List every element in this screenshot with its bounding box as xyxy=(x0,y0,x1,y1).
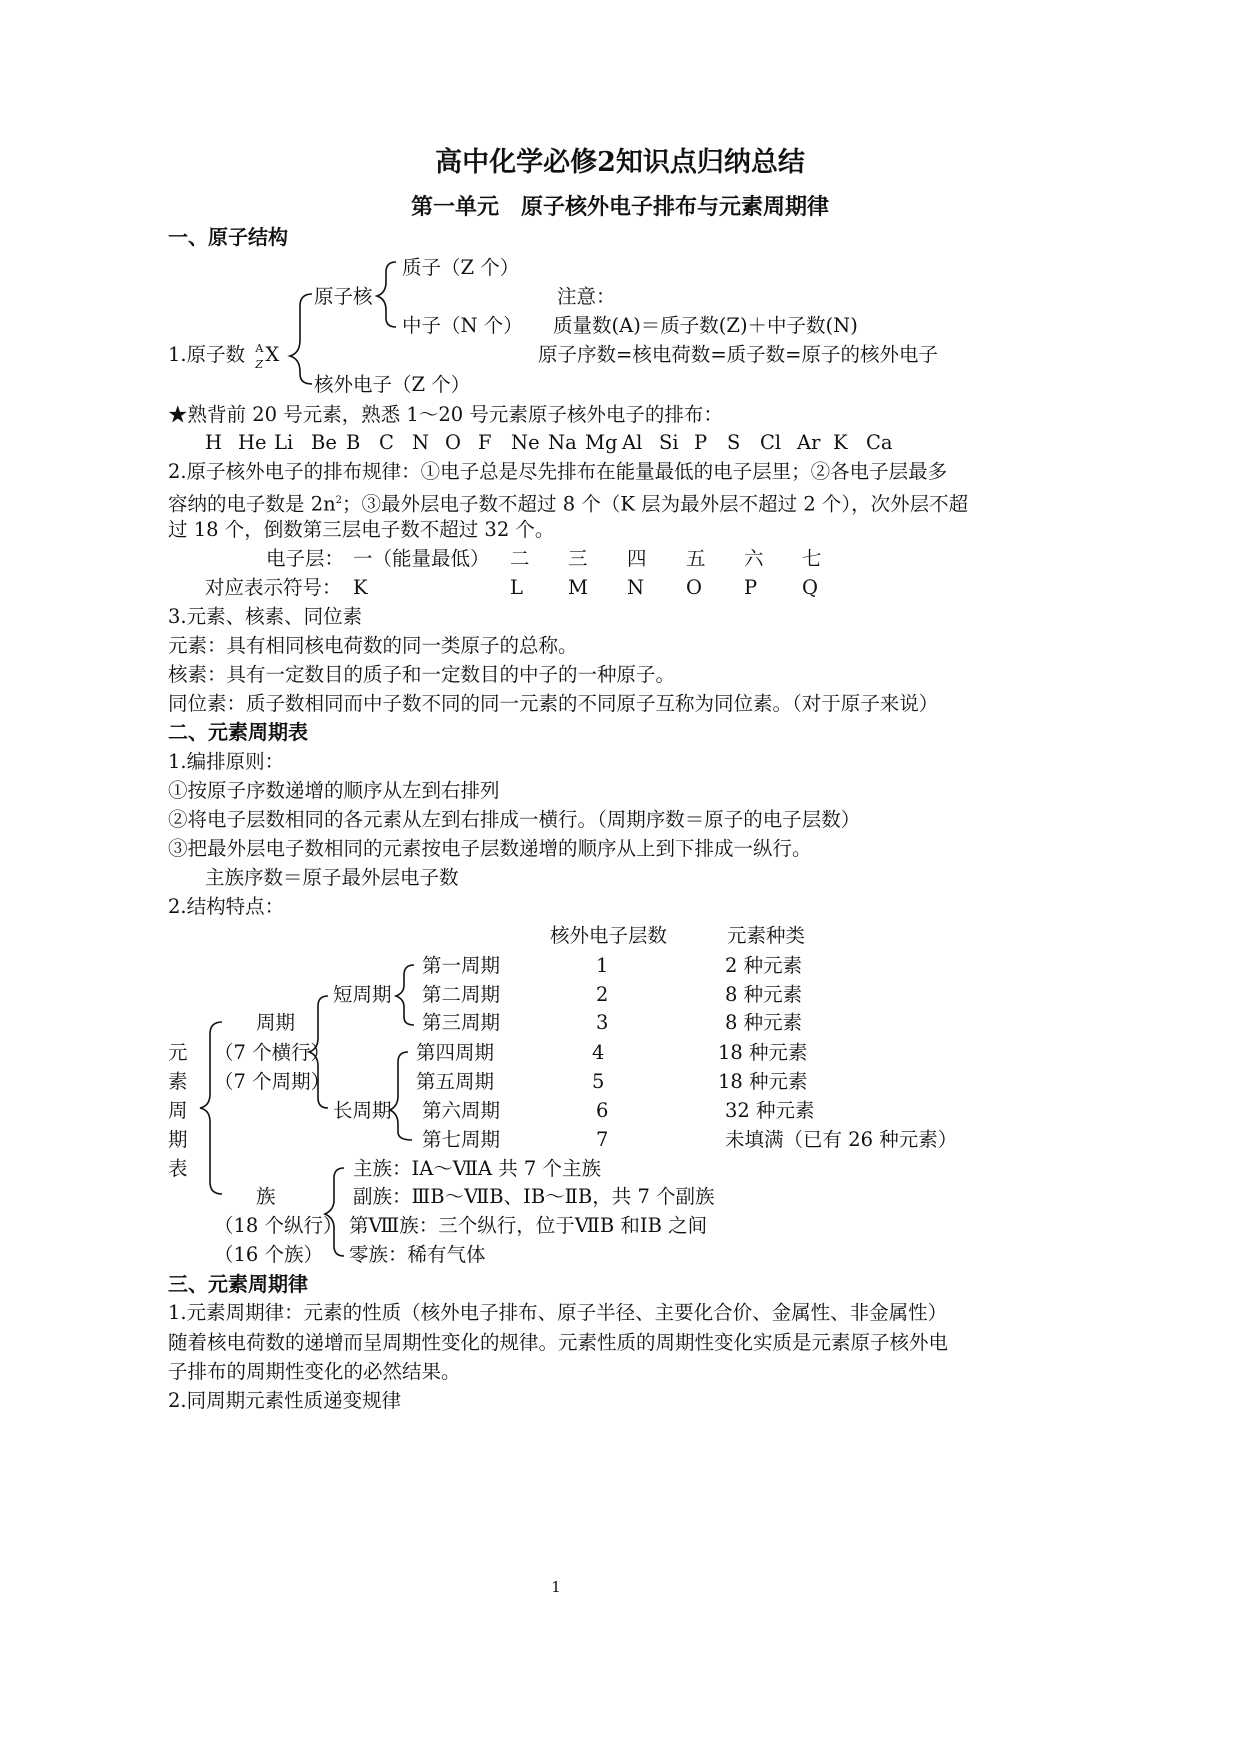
principle-4: 主族序数＝原子最外层电子数 xyxy=(205,866,459,889)
arrangement-rule-line2b: ；③最外层电子数不超过 8 个（K 层为最外层不超过 2 个），次外层不超 xyxy=(342,492,969,516)
column-header-shells: 核外电子层数 xyxy=(550,924,668,947)
shell-symbol-p: P xyxy=(744,576,758,599)
section-heading-atomic-structure: 一、原子结构 xyxy=(168,225,288,249)
period-1-name: 第一周期 xyxy=(422,954,501,977)
period-4-kinds: 18 种元素 xyxy=(718,1041,808,1064)
nuclide-element: X xyxy=(265,343,280,366)
superscript-two: 2 xyxy=(335,495,343,506)
brace-short-period xyxy=(396,965,414,1025)
electrons-label: 核外电子（Z 个） xyxy=(314,373,471,396)
item-arrangement-principles: 1.编排原则： xyxy=(168,750,285,773)
principle-3: ③把最外层电子数相同的元素按电子层数递增的顺序从上到下排成一纵行。 xyxy=(168,837,812,860)
period-3-shells: 3 xyxy=(596,1011,609,1034)
table-char-5: 表 xyxy=(168,1157,188,1180)
definition-nuclide: 核素：具有一定数目的质子和一定数目的中子的一种原子。 xyxy=(168,663,676,686)
note-label: 注意： xyxy=(557,285,616,308)
element-symbol: Ca xyxy=(866,431,893,454)
shell-symbol-m: M xyxy=(568,576,588,599)
period-3-kinds: 8 种元素 xyxy=(725,1011,803,1034)
shell-7: 七 xyxy=(802,547,822,570)
table-char-1: 元 xyxy=(168,1041,188,1064)
element-symbol: Al xyxy=(622,431,643,454)
section-heading-periodic-table: 二、元素周期表 xyxy=(168,720,308,744)
shell-symbol-o: O xyxy=(686,576,702,599)
element-symbol: Ar xyxy=(797,431,821,454)
period-1-shells: 1 xyxy=(596,954,609,977)
shell-4: 四 xyxy=(627,547,647,570)
arrangement-rule-line1: 2.原子核外电子的排布规律：①电子总是尽先排布在能量最低的电子层里；②各电子层最多 xyxy=(168,460,948,483)
shell-row-label: 电子层： xyxy=(266,547,345,570)
brace-nucleus xyxy=(377,262,396,327)
memorize-note: ★熟背前 20 号元素，熟悉 1～20 号元素原子核外电子的排布： xyxy=(168,403,723,426)
element-symbol: Mg xyxy=(585,431,618,454)
unit-title: 第一单元 原子核外电子排布与元素周期律 xyxy=(410,194,830,220)
long-period-label: 长周期 xyxy=(333,1099,392,1122)
atomic-number-formula: 原子序数=核电荷数=质子数=原子的核外电子 xyxy=(538,343,939,366)
shell-6: 六 xyxy=(744,547,764,570)
table-char-2: 素 xyxy=(168,1070,188,1093)
brace-period xyxy=(309,996,328,1108)
brace-atom xyxy=(290,294,312,384)
shell-3: 三 xyxy=(568,547,588,570)
element-symbol: He xyxy=(238,431,267,454)
element-symbol: F xyxy=(478,431,492,454)
brace-long-period xyxy=(390,1052,412,1140)
period-4-name: 第四周期 xyxy=(416,1041,495,1064)
period-4-shells: 4 xyxy=(592,1041,605,1064)
period-5-name: 第五周期 xyxy=(416,1070,495,1093)
document-title: 高中化学必修2知识点归纳总结 xyxy=(435,147,805,178)
periodic-law-line2: 随着核电荷数的递增而呈周期性变化的规律。元素性质的周期性变化实质是元素原子核外电 xyxy=(168,1331,949,1354)
column-header-kinds: 元素种类 xyxy=(727,924,806,947)
shell-symbol-n: N xyxy=(627,576,645,599)
definition-isotope: 同位素：质子数相同而中子数不同的同一元素的不同原子互称为同位素。（对于原子来说） xyxy=(168,692,939,715)
shell-symbol-l: L xyxy=(510,576,523,599)
same-period-trend: 2.同周期元素性质递变规律 xyxy=(168,1389,402,1412)
principle-2: ②将电子层数相同的各元素从左到右排成一横行。（周期序数＝原子的电子层数） xyxy=(168,808,861,831)
element-symbol: C xyxy=(379,431,394,454)
brace-group xyxy=(325,1168,344,1256)
mass-number-formula: 质量数(A)＝质子数(Z)＋中子数(N) xyxy=(553,314,858,337)
nucleus-label: 原子核 xyxy=(314,285,373,308)
table-char-4: 期 xyxy=(168,1128,188,1151)
item-atom-prefix: 1.原子数 xyxy=(168,343,246,366)
period-6-shells: 6 xyxy=(596,1099,609,1122)
element-symbol: Be xyxy=(311,431,337,454)
element-symbol: B xyxy=(346,431,361,454)
period-3-name: 第三周期 xyxy=(422,1011,501,1034)
element-symbol: P xyxy=(694,431,708,454)
element-symbol: S xyxy=(727,431,741,454)
period-rows: （7 个横行） xyxy=(214,1041,331,1064)
arrangement-rule-line3: 过 18 个，倒数第三层电子数不超过 32 个。 xyxy=(168,518,555,541)
group-main: 主族：ⅠA～ⅦA 共 7 个主族 xyxy=(353,1157,602,1180)
shell-2: 二 xyxy=(510,547,530,570)
group-sub: 副族：ⅢB～ⅦB、ⅠB～ⅡB，共 7 个副族 xyxy=(353,1185,715,1208)
neutron-label: 中子（N 个） xyxy=(402,314,523,337)
group-viii: 第Ⅷ族：三个纵行，位于ⅦB 和ⅠB 之间 xyxy=(349,1214,708,1237)
period-2-shells: 2 xyxy=(596,983,609,1006)
period-5-shells: 5 xyxy=(592,1070,605,1093)
section-heading-periodic-law: 三、元素周期律 xyxy=(168,1272,308,1296)
element-symbol: K xyxy=(833,431,848,454)
element-symbol: Li xyxy=(274,431,294,454)
period-6-kinds: 32 种元素 xyxy=(725,1099,815,1122)
period-6-name: 第六周期 xyxy=(422,1099,501,1122)
proton-label: 质子（Z 个） xyxy=(402,256,520,279)
shell-symbol-k: K xyxy=(353,576,368,599)
principle-1: ①按原子序数递增的顺序从左到右排列 xyxy=(168,779,500,802)
page-number: 1 xyxy=(551,1578,561,1596)
element-symbol: O xyxy=(445,431,461,454)
period-2-kinds: 8 种元素 xyxy=(725,983,803,1006)
group-zero: 零族：稀有气体 xyxy=(349,1243,486,1266)
table-char-3: 周 xyxy=(168,1099,188,1122)
periodic-law-line3: 子排布的周期性变化的必然结果。 xyxy=(168,1360,461,1383)
item-element-nuclide-isotope: 3.元素、核素、同位素 xyxy=(168,605,363,628)
period-7-name: 第七周期 xyxy=(422,1128,501,1151)
period-label: 周期 xyxy=(256,1011,296,1034)
element-symbol: N xyxy=(412,431,430,454)
element-symbol: Cl xyxy=(760,431,782,454)
definition-element: 元素：具有相同核电荷数的同一类原子的总称。 xyxy=(168,634,578,657)
element-symbol: Na xyxy=(548,431,577,454)
period-5-kinds: 18 种元素 xyxy=(718,1070,808,1093)
nuclide-mass-number: A xyxy=(255,342,264,355)
element-symbol: H xyxy=(205,431,223,454)
period-7-shells: 7 xyxy=(596,1128,609,1151)
item-structure-features: 2.结构特点： xyxy=(168,895,285,918)
shell-symbol-q: Q xyxy=(802,576,818,599)
group-count: （16 个族） xyxy=(214,1243,324,1266)
element-symbol: Si xyxy=(659,431,679,454)
shell-5: 五 xyxy=(686,547,706,570)
short-period-label: 短周期 xyxy=(333,983,392,1006)
group-label: 族 xyxy=(256,1185,276,1208)
group-columns: （18 个纵行） xyxy=(214,1214,343,1237)
period-count: （7 个周期） xyxy=(214,1070,331,1093)
period-1-kinds: 2 种元素 xyxy=(725,954,803,977)
element-symbol: Ne xyxy=(511,431,540,454)
symbol-row-label: 对应表示符号： xyxy=(205,576,342,599)
period-7-kinds: 未填满（已有 26 种元素） xyxy=(725,1128,958,1151)
nuclide-atomic-number: Z xyxy=(255,358,263,371)
period-2-name: 第二周期 xyxy=(422,983,501,1006)
periodic-law-line1: 1.元素周期律：元素的性质（核外电子排布、原子半径、主要化合价、金属性、非金属性） xyxy=(168,1301,948,1324)
brace-periodic-table xyxy=(200,1022,222,1194)
arrangement-rule-line2a: 容纳的电子数是 2n xyxy=(168,492,336,516)
shell-1: 一（能量最低） xyxy=(353,547,490,570)
